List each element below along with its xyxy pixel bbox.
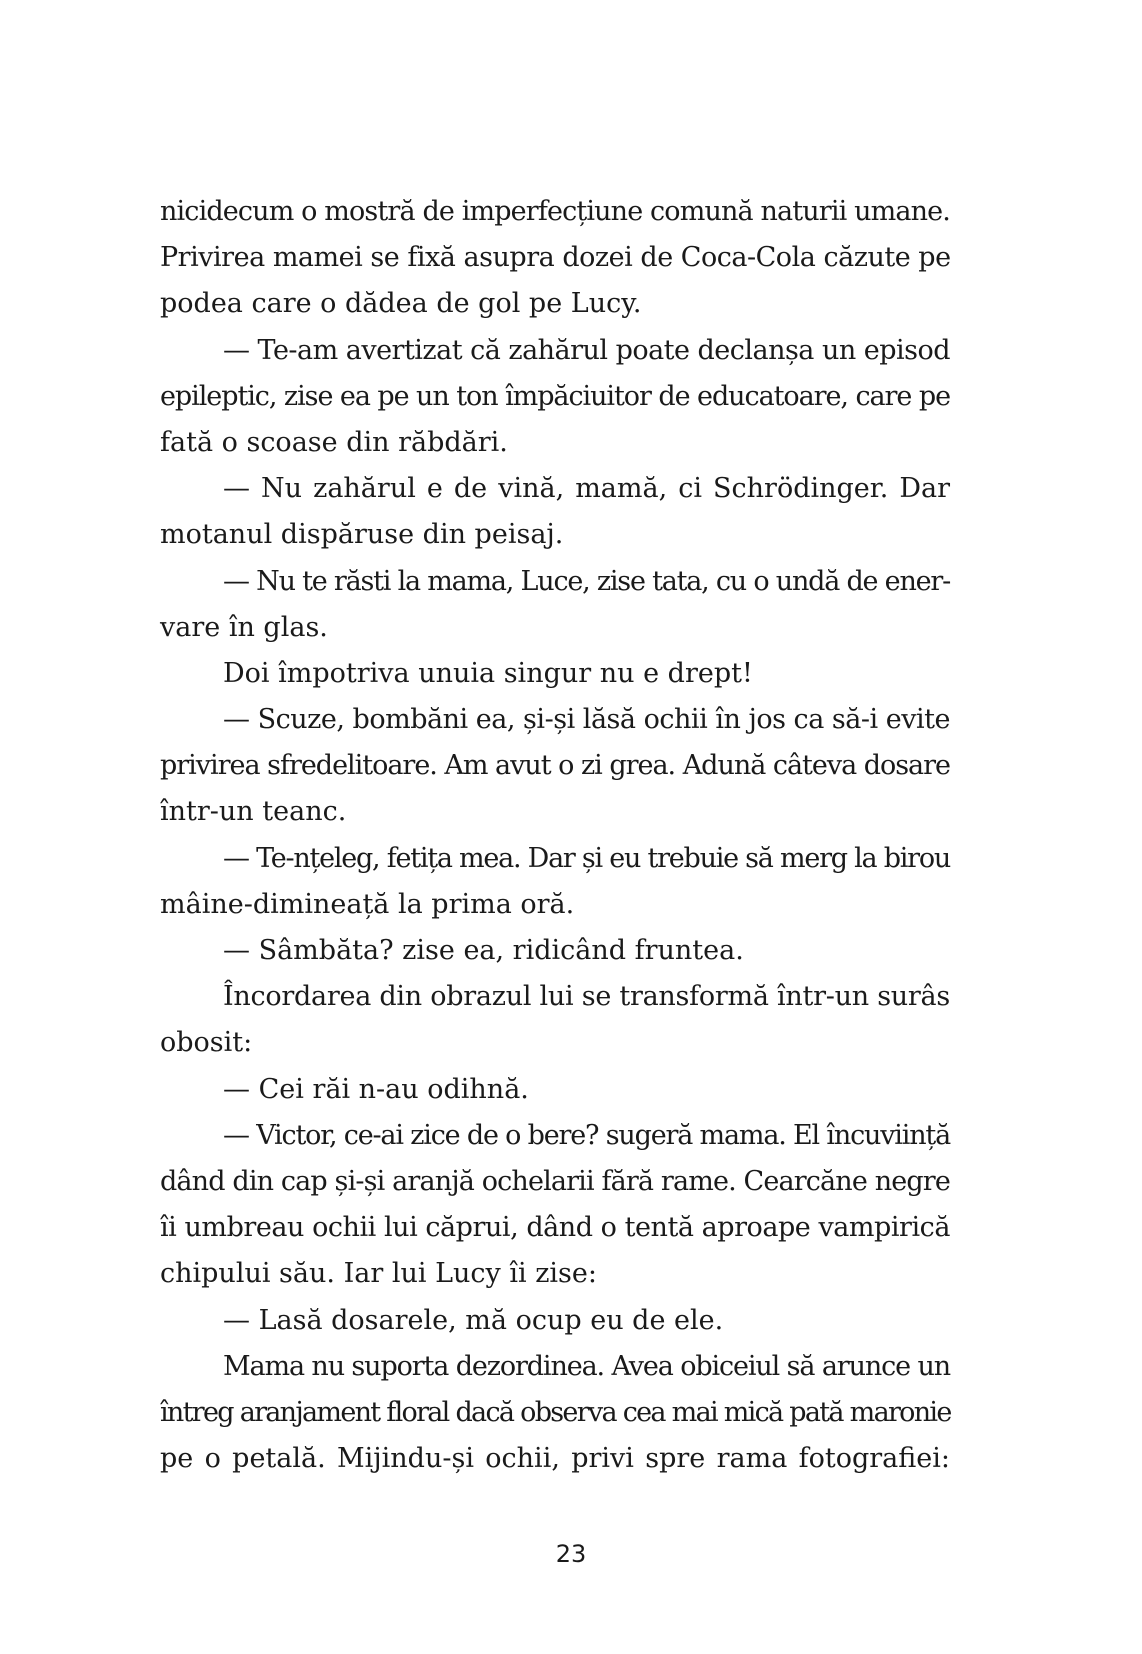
text-line: fată o scoase din răbdări. xyxy=(160,426,508,458)
text-line: Mama nu suporta dezordinea. Avea obiceiul să arunce un xyxy=(223,1350,950,1382)
text-line: — Cei răi n-au odihnă. xyxy=(223,1073,529,1105)
text-line: — Te-nțeleg, fetița mea. Dar și eu trebuie să merg la birou xyxy=(223,842,950,874)
text-line: — Nu zahărul e de vină, mamă, ci Schrödinger. Dar xyxy=(223,473,950,505)
text-line: — Te-am avertizat că zahărul poate declanșa un episod xyxy=(223,334,950,366)
text-line: — Victor, ce-ai zice de o bere? sugeră mama. El încuviință xyxy=(223,1119,950,1151)
text-line: întreg aranjament floral dacă observa cea mai mică pată maronie xyxy=(160,1396,951,1428)
text-line: mâine-dimineață la prima oră. xyxy=(160,888,575,920)
text-line: îi umbreau ochii lui căprui, dând o tentă aproape vampirică xyxy=(160,1212,950,1244)
text-line: vare în glas. xyxy=(160,611,328,643)
text-line: pe o petală. Mijindu-și ochii, privi spre rama fotografiei: xyxy=(160,1443,950,1475)
text-line: chipului său. Iar lui Lucy îi zise: xyxy=(160,1258,597,1290)
text-line: dând din cap și-și aranjă ochelarii fără rame. Cearcăne negre xyxy=(160,1165,950,1197)
text-line: motanul dispăruse din peisaj. xyxy=(160,519,564,551)
text-line: Încordarea din obrazul lui se transformă într-un surâs xyxy=(223,981,950,1013)
body-text xyxy=(160,189,950,1482)
text-line: — Sâmbăta? zise ea, ridicând fruntea. xyxy=(223,935,744,966)
text-line: într-un teanc. xyxy=(160,796,347,828)
text-line: — Lasă dosarele, mă ocup eu de ele. xyxy=(223,1304,724,1336)
text-line: — Nu te răsti la mama, Luce, zise tata, cu o undă de ener- xyxy=(223,565,950,597)
text-line: podea care o dădea de gol pe Lucy. xyxy=(160,288,642,320)
text-line: Doi împotriva unuia singur nu e drept! xyxy=(223,657,753,689)
text-line: obosit: xyxy=(160,1027,253,1059)
text-line: epileptic, zise ea pe un ton împăciuitor de educatoare, care pe xyxy=(160,380,950,412)
text-line: Privirea mamei se fixă asupra dozei de Coca-Cola căzute pe xyxy=(160,242,951,274)
text-line: nicidecum o mostră de imperfecțiune comună naturii umane. xyxy=(160,196,950,227)
text-line: — Scuze, bombăni ea, și-și lăsă ochii în jos ca să-i evite xyxy=(223,704,950,736)
text-line: privirea sfredelitoare. Am avut o zi grea. Adună câteva dosare xyxy=(160,750,950,782)
page-number: 23 xyxy=(555,1540,587,1568)
